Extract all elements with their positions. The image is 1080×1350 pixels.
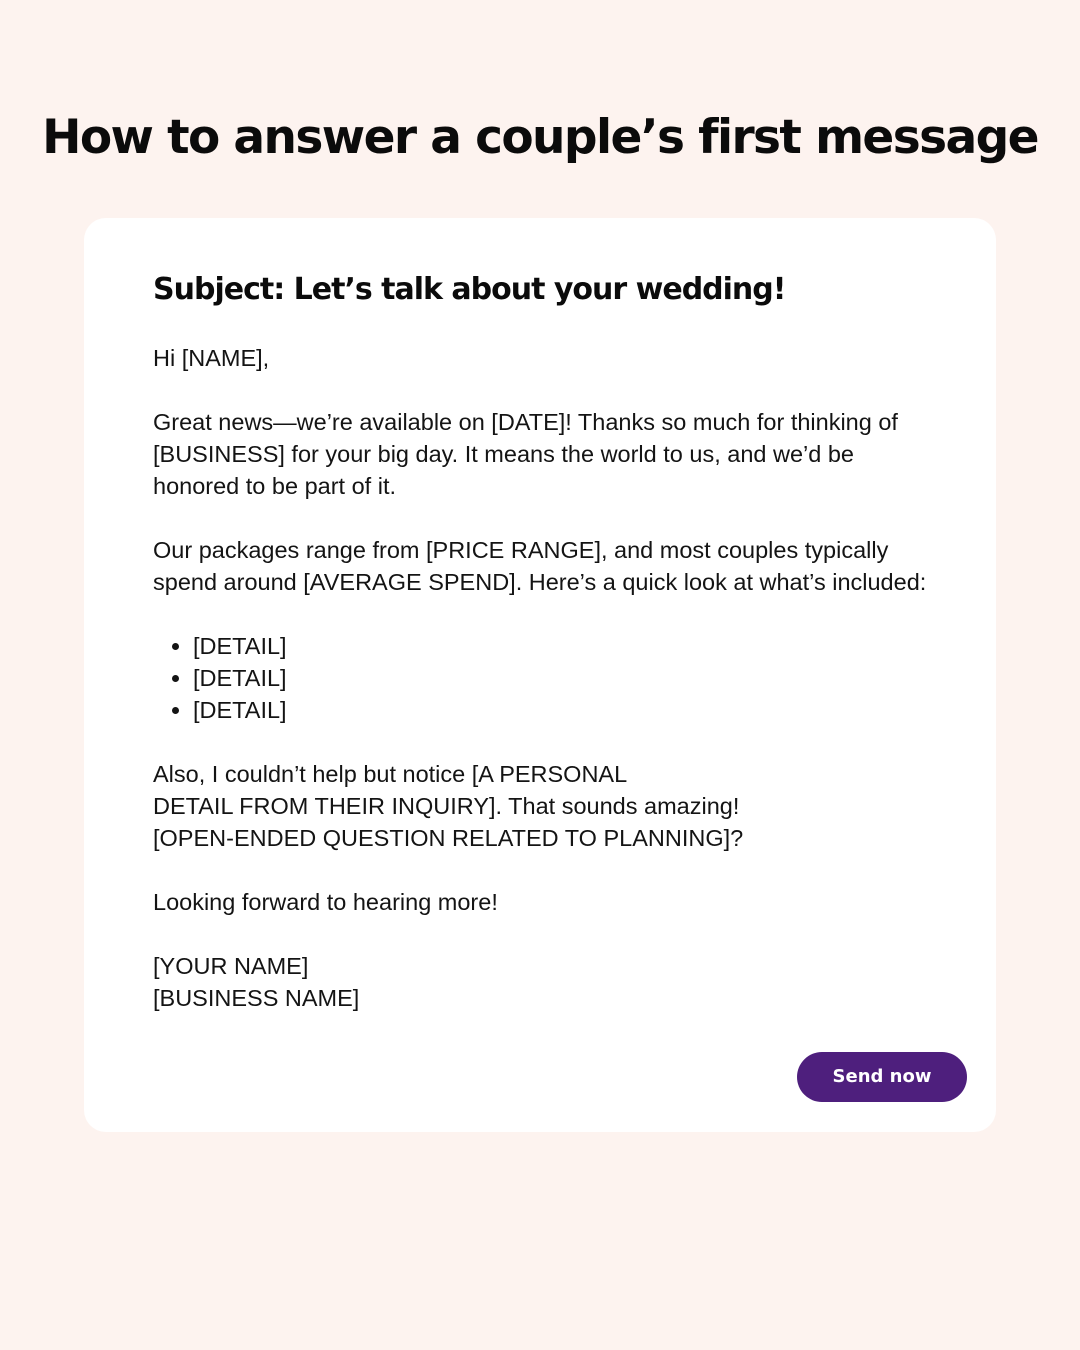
page-title: How to answer a couple’s first message	[42, 110, 1038, 165]
detail-list	[153, 630, 933, 726]
signature-name: [YOUR NAME]	[153, 953, 309, 979]
email-personal-line: [OPEN-ENDED QUESTION RELATED TO PLANNING]?	[153, 825, 744, 851]
detail-list-item: • [DETAIL]	[193, 694, 933, 726]
email-card	[84, 218, 996, 1132]
detail-list-item: • [DETAIL]	[193, 630, 933, 662]
detail-list-item: • [DETAIL]	[193, 662, 933, 694]
email-body	[153, 342, 933, 1014]
email-personal-line: DETAIL FROM THEIR INQUIRY]. That sounds amazing!	[153, 793, 740, 819]
email-paragraph-personal	[153, 758, 933, 854]
email-subject: Subject: Let’s talk about your wedding!	[153, 272, 786, 307]
email-paragraph-availability: Great news—we’re available on [DATE]! Thanks so much for thinking of [BUSINESS] for your big day. It means the world to us, and we’d be honored to be part of it.	[153, 409, 898, 499]
email-closing: Looking forward to hearing more!	[153, 889, 498, 915]
email-personal-line: Also, I couldn’t help but notice [A PERSONAL	[153, 761, 628, 787]
send-now-button[interactable]: Send now	[797, 1052, 967, 1102]
email-signature	[153, 950, 933, 1014]
email-greeting: Hi [NAME],	[153, 345, 270, 371]
signature-business: [BUSINESS NAME]	[153, 985, 360, 1011]
email-paragraph-packages: Our packages range from [PRICE RANGE], and most couples typically spend around [AVERAGE SPEND]. Here’s a quick look at what’s included:	[153, 537, 927, 595]
